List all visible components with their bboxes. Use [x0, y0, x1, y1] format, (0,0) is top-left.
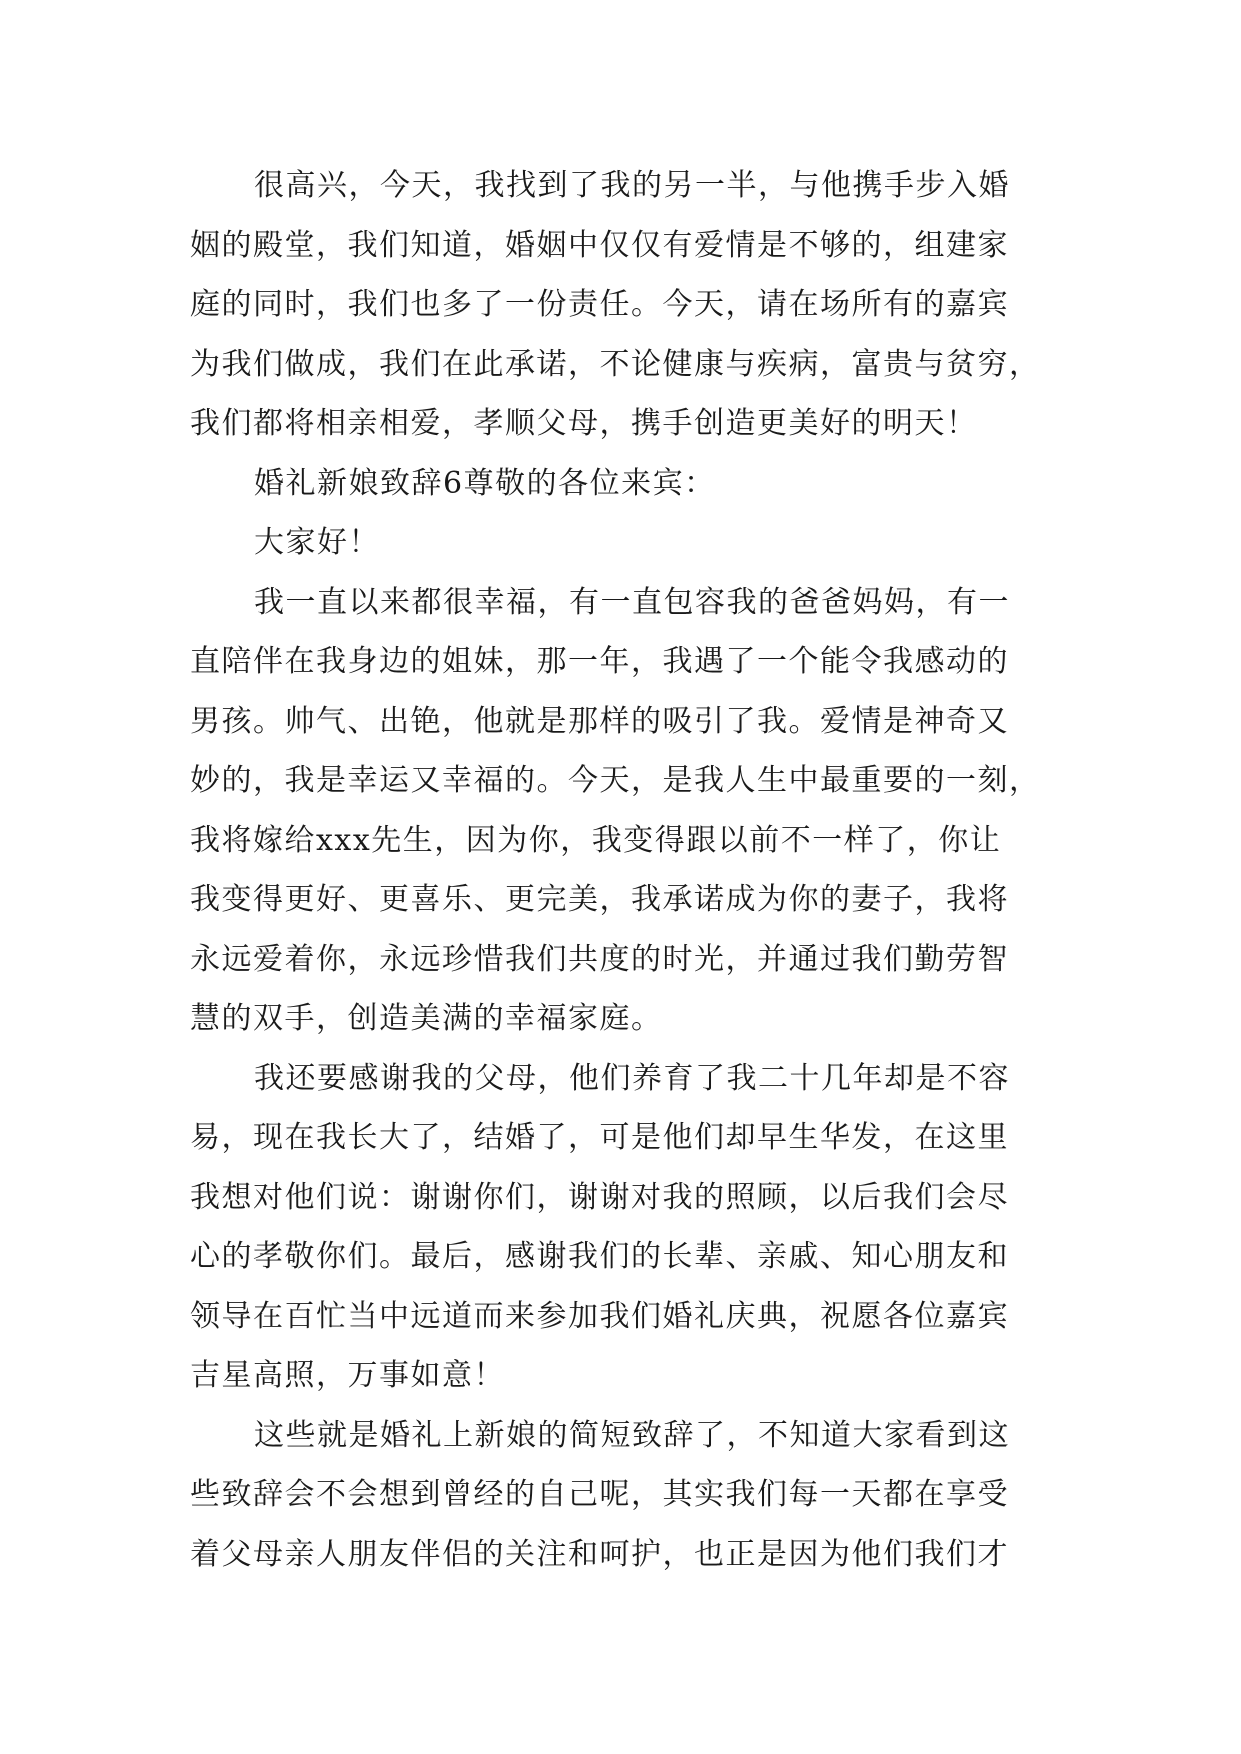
- text-line: 男孩。帅气、出铯，他就是那样的吸引了我。爱情是神奇又: [190, 703, 1009, 739]
- text-line: 着父母亲人朋友伴侣的关注和呵护，也正是因为他们我们才: [190, 1536, 1009, 1572]
- text-line: 我还要感谢我的父母，他们养育了我二十几年却是不容: [254, 1060, 1010, 1096]
- paragraph-story: [190, 573, 1045, 1049]
- text-line: 为我们做成，我们在此承诺，不论健康与疾病，富贵与贫穷，: [190, 346, 1041, 382]
- paragraph-thanks: [190, 1049, 1045, 1406]
- paragraph-closing: [190, 1406, 1045, 1585]
- text-line: 永远爱着你，永远珍惜我们共度的时光，并通过我们勤劳智: [190, 941, 1009, 977]
- text-line: 领导在百忙当中远道而来参加我们婚礼庆典，祝愿各位嘉宾: [190, 1298, 1009, 1334]
- text-line: 很高兴，今天，我找到了我的另一半，与他携手步入婚: [254, 168, 1010, 203]
- paragraph-greeting: [190, 513, 1045, 573]
- text-line: 慧的双手，创造美满的幸福家庭。: [190, 1001, 663, 1036]
- text-line: 直陪伴在我身边的姐妹，那一年，我遇了一个能令我感动的: [190, 644, 1009, 679]
- section-heading: 婚礼新娘致辞6尊敬的各位来宾：: [254, 465, 716, 501]
- text-line: 我们都将相亲相爱，孝顺父母，携手创造更美好的明天！: [190, 406, 978, 441]
- text-line: 些致辞会不会想到曾经的自己呢，其实我们每一天都在享受: [190, 1477, 1009, 1512]
- text-line: 妙的，我是幸运又幸福的。今天，是我人生中最重要的一刻，: [190, 763, 1041, 798]
- text-line: 姻的殿堂，我们知道，婚姻中仅仅有爱情是不够的，组建家: [190, 227, 1009, 263]
- document-body: [190, 156, 1045, 1584]
- text-line: 心的孝敬你们。最后，感谢我们的长辈、亲戚、知心朋友和: [190, 1239, 1009, 1274]
- paragraph-heading: [190, 454, 1045, 514]
- greeting-line: 大家好！: [254, 525, 380, 560]
- text-line: 这些就是婚礼上新娘的简短致辞了，不知道大家看到这: [254, 1417, 1010, 1453]
- paragraph-vows: [190, 156, 1045, 454]
- text-line: 我变得更好、更喜乐、更完美，我承诺成为你的妻子，我将: [190, 882, 1009, 917]
- text-line: 易，现在我长大了，结婚了，可是他们却早生华发，在这里: [190, 1120, 1009, 1155]
- text-line: 我想对他们说：谢谢你们，谢谢对我的照顾，以后我们会尽: [190, 1179, 1009, 1215]
- text-line: 我一直以来都很幸福，有一直包容我的爸爸妈妈，有一: [254, 584, 1010, 620]
- text-line: 我将嫁给xxx先生，因为你，我变得跟以前不一样了，你让: [190, 822, 1002, 858]
- text-line: 庭的同时，我们也多了一份责任。今天，请在场所有的嘉宾: [190, 287, 1009, 322]
- text-line: 吉星高照，万事如意！: [190, 1358, 505, 1393]
